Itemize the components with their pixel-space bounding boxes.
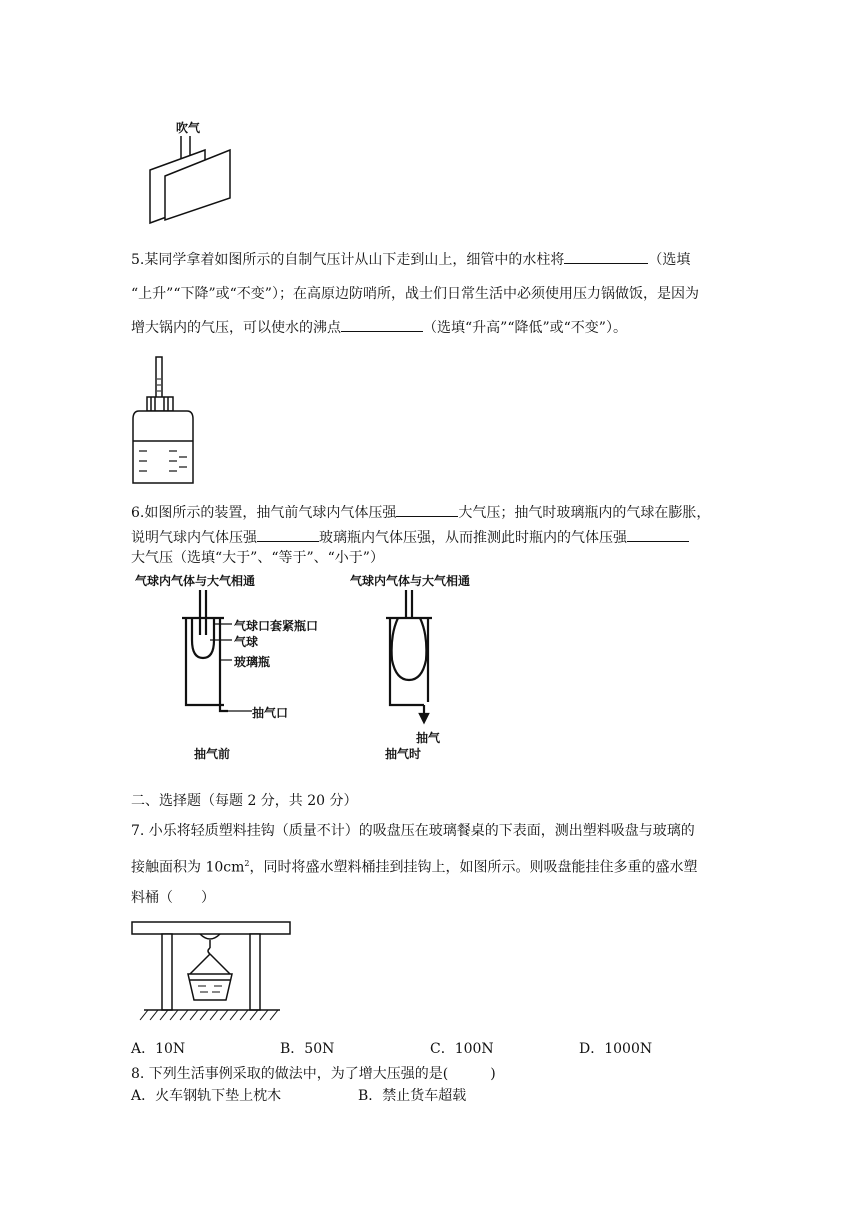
caption-before: 抽气前 (194, 747, 231, 761)
q6-line-1 (131, 502, 710, 523)
q7-option-b[interactable]: B．50N (280, 1041, 335, 1057)
barometer-diagram (131, 357, 201, 487)
q5-blank-2[interactable] (341, 317, 423, 332)
q8-option-a[interactable]: A．火车钢轨下垫上枕木 (131, 1088, 282, 1104)
q7-line-3: 料桶（ ） (131, 890, 215, 906)
blow-sheets-diagram (140, 128, 240, 238)
blow-label: 吹气 (176, 121, 201, 135)
q7-option-a[interactable]: A．10N (131, 1041, 186, 1057)
label-air-outlet: 抽气口 (252, 706, 289, 720)
table-bucket-diagram (130, 920, 300, 1025)
q7-option-c[interactable]: C．100N (430, 1041, 494, 1057)
q6-blank-1[interactable] (396, 502, 458, 517)
label-balloon: 气球 (234, 635, 259, 649)
q7-text-2a: 接触面积为 10cm (131, 859, 245, 876)
q5-line-1 (131, 249, 690, 270)
q8-option-b[interactable]: B．禁止货车超载 (358, 1088, 467, 1104)
label-balloon-mouth: 气球口套紧瓶口 (234, 619, 319, 633)
q6-blank-2[interactable] (257, 527, 319, 542)
q5-line-3 (131, 317, 627, 338)
q7-text-2b: ，同时将盛水塑料桶挂到挂钩上，如图所示。则吸盘能挂住多重的盛水塑 (249, 859, 698, 876)
q6-text-2a: 说明气球内气体压强 (131, 530, 257, 546)
q8-stem: 8. 下列生活事例采取的做法中，为了增大压强的是( ) (131, 1066, 496, 1082)
q5-text-3a: 增大锅内的气压，可以使水的沸点 (131, 320, 341, 336)
bottle-during-diagram (384, 590, 464, 740)
q5-text-1b: （选填 (648, 252, 691, 268)
label-glass-bottle: 玻璃瓶 (234, 655, 271, 669)
q5-line-2: “上升”“下降”或“不变”）；在高原边防哨所，战士们日常生活中必须使用压力锅做饭，是因为 (131, 286, 699, 302)
q6-text-2b: 玻璃瓶内气体压强，从而推测此时瓶内的气体压强 (319, 530, 627, 546)
q7-superscript: 2 (244, 859, 250, 868)
q6-line-3: 大气压（选填“大于”、“等于”、“小于”） (131, 550, 384, 566)
fig6-left-title: 气球内气体与大气相通 (135, 574, 256, 588)
section-2-heading: 二、选择题（每题 2 分，共 20 分） (131, 793, 358, 809)
q5-blank-1[interactable] (564, 249, 648, 264)
q7-line-2 (131, 854, 697, 878)
caption-pump: 抽气 (416, 731, 441, 745)
fig6-right-title: 气球内气体与大气相通 (350, 574, 471, 588)
q5-text-1a: 5.某同学拿着如图所示的自制气压计从山下走到山上，细管中的水柱将 (131, 252, 565, 268)
q6-blank-3[interactable] (627, 527, 689, 542)
q6-text-1a: 6.如图所示的装置，抽气前气球内气体压强 (131, 505, 397, 521)
q6-text-1b: 大气压；抽气时玻璃瓶内的气球在膨胀， (458, 505, 711, 521)
q7-line-1: 7. 小乐将轻质塑料挂钩（质量不计）的吸盘压在玻璃餐桌的下表面，测出塑料吸盘与玻璃的 (131, 823, 695, 839)
q7-option-d[interactable]: D．1000N (579, 1041, 653, 1057)
caption-during: 抽气时 (385, 747, 422, 761)
q5-text-3b: （选填“升高”“降低”或“不变”）。 (423, 320, 627, 336)
q6-line-2 (131, 527, 689, 548)
